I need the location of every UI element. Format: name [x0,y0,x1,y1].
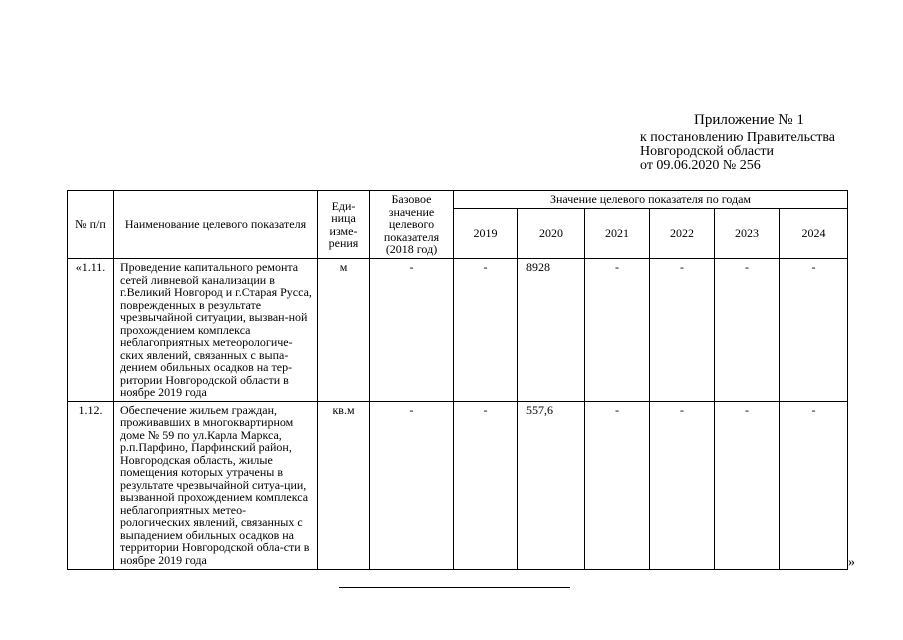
table-row [68,401,848,569]
header-year-2023: 2023 [715,209,780,259]
header-year-2024: 2024 [780,209,848,259]
header-year-2022: 2022 [650,209,715,259]
row-value-2020: 557,6 [518,401,585,569]
header-line-3: от 09.06.2020 № 256 [640,158,761,173]
row-value-2019: - [454,401,518,569]
indicator-table [67,190,848,570]
header-unit: Еди-ница изме-рения [318,191,370,259]
appendix-title: Приложение № 1 [694,112,804,128]
row-num: «1.11. [68,259,114,402]
row-name: Проведение капитального ремонта сетей ливневой канализации в г.Великий Новгород и г.Старая Русса, поврежденных в результате чрезвычайной ситуации, вызван-ной прохождением комплекса неблагоприятных метеорологиче-ских явлений, связанных с выпа-дением обильных осадков на тер-ритории Новгородской области в ноябре 2019 года [114,259,318,402]
row-base: - [370,259,454,402]
row-unit: кв.м [318,401,370,569]
row-value-2022: - [650,401,715,569]
header-year-2019: 2019 [454,209,518,259]
row-value-2022: - [650,259,715,402]
footer-divider [339,587,570,588]
row-value-2023: - [715,259,780,402]
row-value-2021: - [585,259,650,402]
header-num: № п/п [68,191,114,259]
row-value-2020: 8928 [518,259,585,402]
row-base: - [370,401,454,569]
header-years-group: Значение целевого показателя по годам [454,191,848,209]
row-value-2023: - [715,401,780,569]
row-num: 1.12. [68,401,114,569]
closing-quote-mark: » [848,555,855,570]
header-year-2020: 2020 [518,209,585,259]
row-name: Обеспечение жильем граждан, проживавших в многоквартирном доме № 59 по ул.Карла Маркса, р.п.Парфино, Парфинский район, Новгородская область, жилые помещения которых утрачены в результате чрезвычайной ситуа-ции, вызванной прохождением комплекса неблагоприятных метео-рологических явлений, связанных с выпадением обильных осадков на территории Новгородской обла-сти в ноябре 2019 года [114,401,318,569]
header-line-2: Новгородской области [640,144,774,159]
appendix-header [640,131,835,173]
table-row [68,259,848,402]
row-value-2024: - [780,259,848,402]
row-value-2019: - [454,259,518,402]
header-line-1: к постановлению Правительства [640,130,836,145]
header-base: Базовое значение целевого показателя (2018 год) [370,191,454,259]
row-unit: м [318,259,370,402]
header-name: Наименование целевого показателя [114,191,318,259]
header-year-2021: 2021 [585,209,650,259]
row-value-2021: - [585,401,650,569]
row-value-2024: - [780,401,848,569]
